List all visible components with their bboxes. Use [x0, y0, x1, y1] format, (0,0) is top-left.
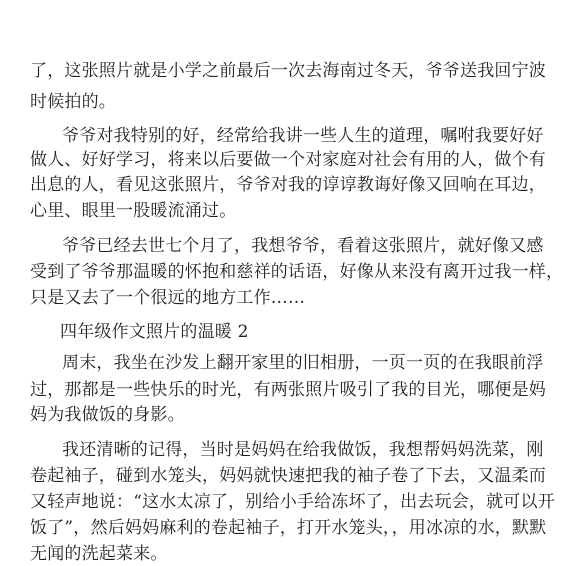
paragraph-3-line-2: 过，那都是一些快乐的时光，有两张照片吸引了我的目光，哪便是妈 — [30, 380, 546, 400]
paragraph-3-line-1: 周末，我坐在沙发上翻开家里的旧相册，一页一页的在我眼前浮 — [62, 353, 544, 373]
paragraph-4-line-3: 又轻声地说：“这水太凉了，别给小手给冻坏了，出去玩会，就可以开 — [30, 492, 555, 512]
section-heading: 四年级作文照片的温暖 2 — [60, 322, 249, 342]
paragraph-3-line-3: 妈为我做饭的身影。 — [30, 405, 185, 425]
paragraph-2-line-3: 只是又去了一个很远的地方工作…… — [30, 288, 306, 308]
paragraph-4-line-2: 卷起袖子，碰到水笼头，妈妈就快速把我的袖子卷了下去，又温柔而 — [30, 466, 546, 486]
paragraph-4-line-5: 无闻的洗起菜来。 — [30, 544, 168, 564]
paragraph-2-line-1: 爷爷已经去世七个月了，我想爷爷，看着这张照片，就好像又感 — [62, 236, 544, 256]
paragraph-1-line-1: 爷爷对我特别的好，经常给我讲一些人生的道理，嘱咐我要好好 — [62, 126, 544, 146]
paragraph-1-line-3: 出息的人，看见这张照片，爷爷对我的谆谆教诲好像又回响在耳边， — [30, 175, 546, 195]
text-line-2: 时候拍的。 — [30, 92, 116, 112]
text-line-1: 了，这张照片就是小学之前最后一次去海南过冬天，爷爷送我回宁波 — [30, 61, 546, 81]
paragraph-1-line-2: 做人、好好学习，将来以后要做一个对家庭对社会有用的人，做个有 — [30, 150, 546, 170]
paragraph-1-line-4: 心里、眼里一股暖流涌过。 — [30, 201, 237, 221]
paragraph-2-line-2: 受到了爷爷那温暖的怀抱和慈祥的话语，好像从来没有离开过我一样， — [30, 262, 563, 282]
paragraph-4-line-4: 饭了”，然后妈妈麻利的卷起袖子，打开水笼头，，用冰凉的水，默默 — [30, 518, 547, 538]
paragraph-4-line-1: 我还清晰的记得，当时是妈妈在给我做饭，我想帮妈妈洗菜，刚 — [62, 440, 544, 460]
